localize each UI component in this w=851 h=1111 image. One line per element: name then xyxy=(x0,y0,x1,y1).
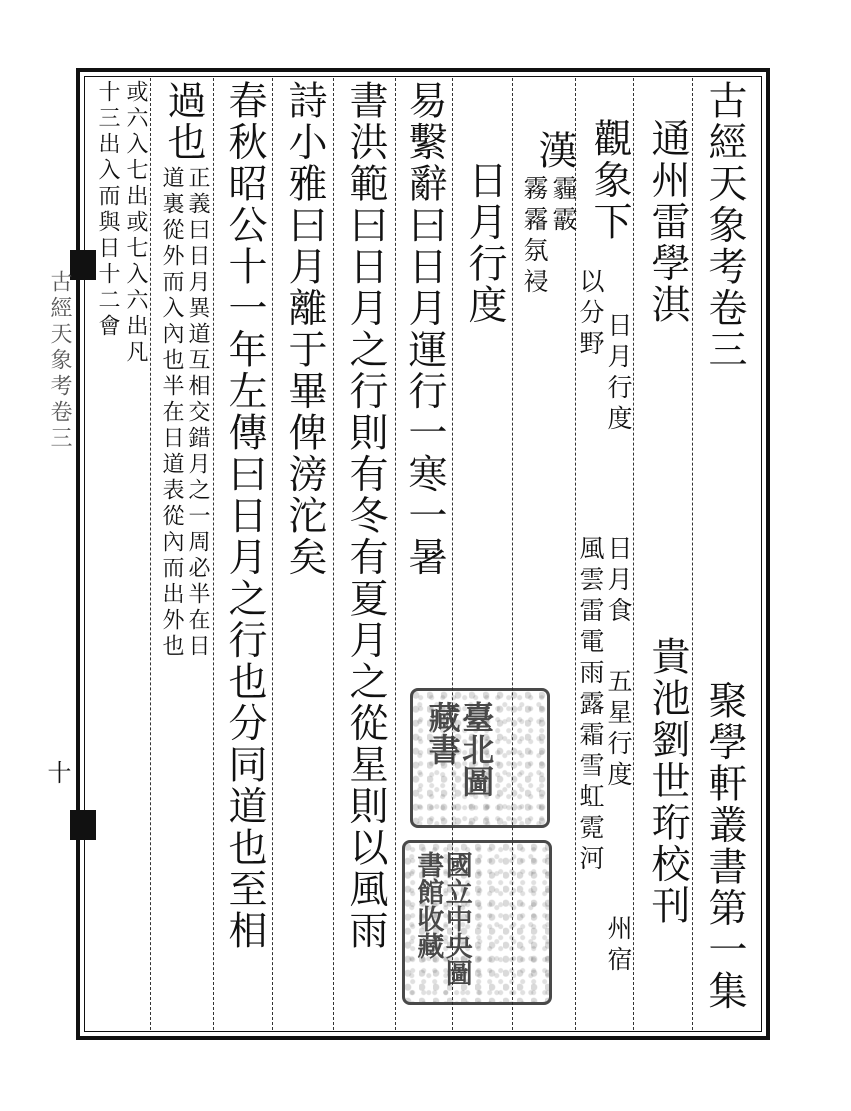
seal-text: 國立中央圖書館收藏 xyxy=(412,851,472,986)
contents-line: 州宿 xyxy=(604,915,633,977)
gutter-page-number: 十 xyxy=(43,760,71,784)
column-rule xyxy=(272,78,273,1030)
text-column: 詩小雅曰月離于畢俾滂沱矣 xyxy=(282,80,327,578)
text-column: 易繫辭曰日月運行一寒一暑 xyxy=(402,80,447,578)
text-column: 春秋昭公十一年左傳曰日月之行也分同道也至相 xyxy=(222,80,267,952)
contents-line: 日月行度 xyxy=(604,312,633,436)
author-line: 通州雷學淇 xyxy=(645,118,690,326)
text-column: 過也 xyxy=(161,80,206,163)
contents-line: 日月食 xyxy=(604,535,633,628)
column-rule xyxy=(150,78,151,1030)
contents-line: 風雲雷電雨露霜雪虹霓河 xyxy=(576,535,605,876)
commentary-line: 正義曰日月異道互相交錯月之一周必半在日 xyxy=(185,166,210,660)
commentary-line: 道裏從外而入內也半在日道表從內而出外也 xyxy=(159,166,184,660)
contents-line: 霾霰 xyxy=(549,175,578,237)
contents-line: 漢 xyxy=(532,130,577,172)
column-rule xyxy=(395,78,396,1030)
column-rule xyxy=(633,78,634,1030)
column-rule xyxy=(333,78,334,1030)
fish-tail-mark xyxy=(70,810,96,840)
collection-name: 聚學軒叢書第一集 xyxy=(702,680,747,1012)
seal-text: 臺北圖藏書 xyxy=(423,701,496,797)
contents-line: 霧霿氛祲 xyxy=(520,175,549,299)
collection-seal xyxy=(402,840,552,1005)
column-rule xyxy=(692,78,693,1030)
contents-line: 以分野 xyxy=(576,268,605,361)
text-column: 書洪範曰日月之行則有冬有夏月之從星則以風雨 xyxy=(343,80,388,952)
commentary-line: 十三出入而與日十二會 xyxy=(95,80,120,340)
contents-line: 五星行度 xyxy=(604,668,633,792)
editor-line: 貴池劉世珩校刊 xyxy=(645,636,690,927)
column-rule xyxy=(213,78,214,1030)
section-heading: 日月行度 xyxy=(462,160,507,326)
gutter-title: 古經天象考卷三 xyxy=(47,270,72,452)
library-seal xyxy=(410,688,550,828)
commentary-line: 或六入七出或七入六出凡 xyxy=(123,80,148,366)
book-title: 古經天象考卷三 xyxy=(702,80,747,371)
chapter-title: 觀象下 xyxy=(587,118,632,243)
